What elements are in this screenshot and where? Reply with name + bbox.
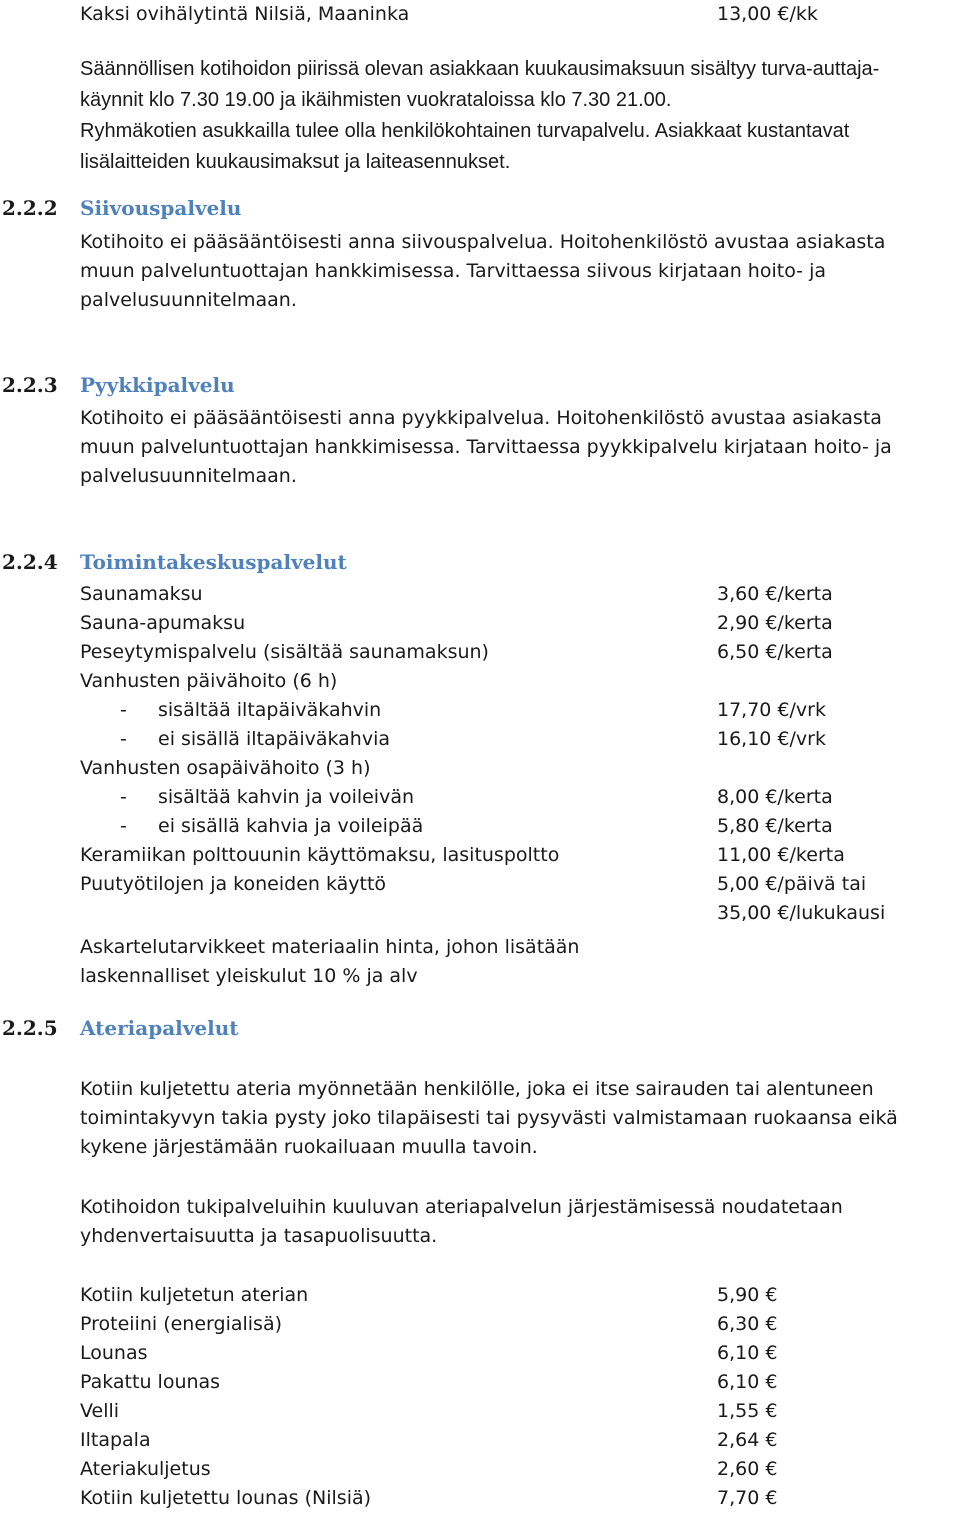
pyykki-paragraph	[80, 404, 892, 491]
price-row-sublabel: - ei sisällä kahvia ja voileipää	[80, 812, 559, 841]
price-row-label: Ateriakuljetus	[80, 1458, 211, 1480]
section-title-pyykkipalvelu: Pyykkipalvelu	[80, 373, 235, 397]
paragraph-line: palvelusuunnitelmaan.	[80, 465, 297, 487]
paragraph-line: palvelusuunnitelmaan.	[80, 289, 297, 311]
price-row-sublabel: - sisältää kahvin ja voileivän	[80, 783, 559, 812]
note-line: laskennalliset yleiskulut 10 % ja alv	[80, 965, 418, 987]
section-number: 2.2.2	[2, 196, 58, 220]
price-value: 6,10 €	[717, 1371, 778, 1393]
price-value: 2,60 €	[717, 1458, 778, 1480]
note-line: Askartelutarvikkeet materiaalin hinta, johon lisätään	[80, 936, 580, 958]
price-row-label: Vanhusten osapäivähoito (3 h)	[80, 757, 371, 779]
paragraph-line: muun palveluntuottajan hankkimisessa. Tarvittaessa siivous kirjataan hoito- ja	[80, 260, 827, 282]
price-value: 6,50 €/kerta	[717, 641, 833, 663]
price-value	[717, 754, 885, 783]
ateria-price-labels	[80, 1281, 371, 1513]
price-value: 2,90 €/kerta	[717, 612, 833, 634]
price-row-label: Iltapala	[80, 1429, 151, 1451]
price-row-label: Lounas	[80, 1342, 148, 1364]
section-number: 2.2.3	[2, 373, 58, 397]
price-value: 7,70 €	[717, 1487, 778, 1509]
paragraph-line: Kotihoito ei pääsääntöisesti anna siivouspalvelua. Hoitohenkilöstö avustaa asiakasta	[80, 231, 886, 253]
price-row-label: Sauna-apumaksu	[80, 612, 246, 634]
intro-line: käynnit klo 7.30 19.00 ja ikäihmisten vuokrataloissa klo 7.30 21.00.	[80, 89, 672, 111]
price-value: 5,80 €/kerta	[717, 815, 833, 837]
paragraph-line: Kotiin kuljetettu ateria myönnetään henkilölle, joka ei itse sairauden tai alentuneen	[80, 1078, 874, 1100]
price-value: 3,60 €/kerta	[717, 583, 833, 605]
price-value: 35,00 €/lukukausi	[717, 902, 886, 924]
section-title-siivouspalvelu: Siivouspalvelu	[80, 196, 242, 220]
paragraph-line: yhdenvertaisuutta ja tasapuolisuutta.	[80, 1225, 438, 1247]
dash-bullet: -	[120, 815, 127, 837]
price-row-label: Keramiikan polttouunin käyttömaksu, lasituspoltto	[80, 844, 560, 866]
dash-bullet: -	[120, 786, 127, 808]
siivous-paragraph	[80, 228, 885, 315]
price-value	[717, 667, 885, 696]
price-row-label: Peseytymispalvelu (sisältää saunamaksun)	[80, 641, 489, 663]
price-row-sublabel: - sisältää iltapäiväkahvin	[80, 696, 559, 725]
price-value: 1,55 €	[717, 1400, 778, 1422]
askartelu-note	[80, 933, 579, 991]
price-value: 16,10 €/vrk	[717, 728, 826, 750]
price-value: 2,64 €	[717, 1429, 778, 1451]
dash-bullet: -	[120, 728, 127, 750]
price-value: 5,00 €/päivä tai	[717, 873, 867, 895]
price-value: 8,00 €/kerta	[717, 786, 833, 808]
intro-line: lisälaitteiden kuukausimaksut ja laiteasennukset.	[80, 151, 511, 173]
price-value: 6,30 €	[717, 1313, 778, 1335]
price-row-label: Vanhusten päivähoito (6 h)	[80, 670, 338, 692]
intro-line: Ryhmäkotien asukkailla tulee olla henkilökohtainen turvapalvelu. Asiakkaat kustantavat	[80, 120, 850, 142]
price-row-label: Kotiin kuljetetun aterian	[80, 1284, 309, 1306]
ateria-paragraph-1	[80, 1075, 898, 1162]
price-row-label: Proteiini (energialisä)	[80, 1313, 283, 1335]
price-value: 11,00 €/kerta	[717, 844, 845, 866]
paragraph-line: kykene järjestämään ruokailuaan muulla tavoin.	[80, 1136, 538, 1158]
section-title-ateriapalvelut: Ateriapalvelut	[80, 1016, 239, 1040]
intro-line: Säännöllisen kotihoidon piirissä olevan asiakkaan kuukausimaksuun sisältyy turva-auttaja-	[80, 58, 880, 80]
paragraph-line: Kotihoito ei pääsääntöisesti anna pyykkipalvelua. Hoitohenkilöstö avustaa asiakasta	[80, 407, 882, 429]
top-row-price: 13,00 €/kk	[717, 3, 818, 25]
ateria-paragraph-2	[80, 1193, 843, 1251]
ateria-price-values	[717, 1281, 777, 1513]
dash-bullet: -	[120, 699, 127, 721]
toimintakeskus-labels	[80, 580, 559, 899]
paragraph-line: toimintakyvyn takia pysty joko tilapäisesti tai pysyvästi valmistamaan ruokaansa eikä	[80, 1107, 898, 1129]
top-row-label: Kaksi ovihälytintä Nilsiä, Maaninka	[80, 3, 410, 25]
paragraph-line: muun palveluntuottajan hankkimisessa. Tarvittaessa pyykkipalvelu kirjataan hoito- ja	[80, 436, 892, 458]
toimintakeskus-prices	[717, 580, 885, 928]
price-row-label: Saunamaksu	[80, 583, 203, 605]
price-row-label: Puutyötilojen ja koneiden käyttö	[80, 873, 387, 895]
section-number: 2.2.4	[2, 550, 58, 574]
price-row-label: Pakattu lounas	[80, 1371, 221, 1393]
price-value: 6,10 €	[717, 1342, 778, 1364]
price-row-sublabel: - ei sisällä iltapäiväkahvia	[80, 725, 559, 754]
section-title-toimintakeskuspalvelut: Toimintakeskuspalvelut	[80, 550, 347, 574]
price-value: 5,90 €	[717, 1284, 778, 1306]
paragraph-line: Kotihoidon tukipalveluihin kuuluvan ateriapalvelun järjestämisessä noudatetaan	[80, 1196, 843, 1218]
price-row-label: Velli	[80, 1400, 120, 1422]
section-number: 2.2.5	[2, 1016, 58, 1040]
price-value: 17,70 €/vrk	[717, 699, 826, 721]
price-row-label: Kotiin kuljetettu lounas (Nilsiä)	[80, 1487, 372, 1509]
intro-paragraph	[80, 54, 879, 178]
